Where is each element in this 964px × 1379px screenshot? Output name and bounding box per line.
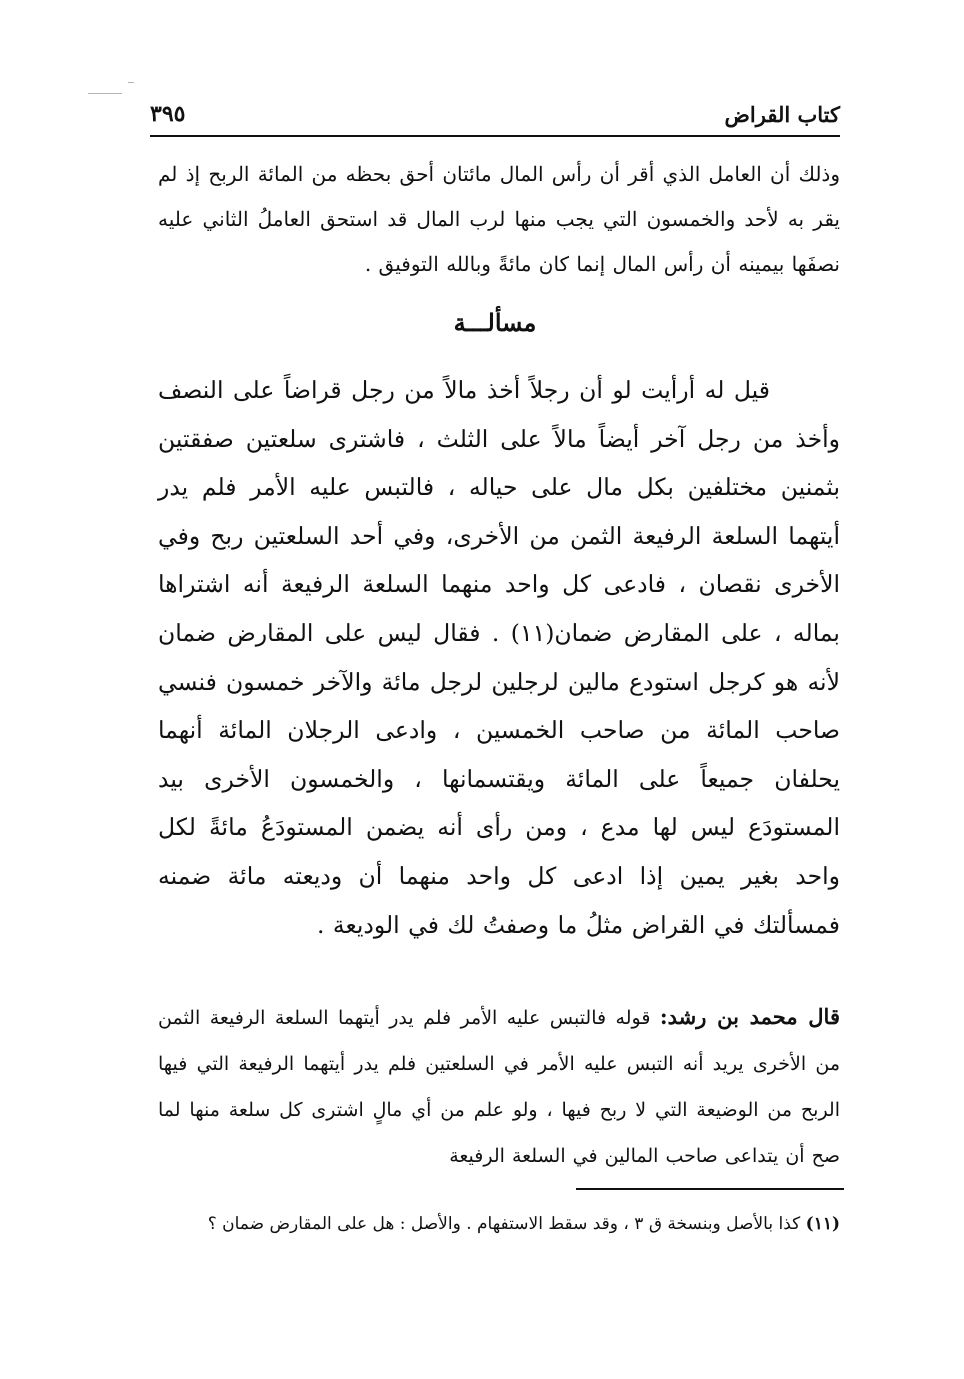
- running-title: كتاب القراض: [724, 101, 840, 127]
- page-number: ٣٩٥: [150, 101, 186, 127]
- question-text-part-2: . فقال ليس على المقارض ضمان لأنه هو كرجل استودع مالين لرجلين لرجل مائة والآخر خمسون فنسي صاحب المائة من صاحب الخمسين ، وادعى الرجلان المائة أنهما يحلفان جميعاً على المائة ويقتسمانها ، والخمسون الأخرى بيد المستودَع ليس لها مدع ، ومن رأى أنه يضمن المستودَعُ مائةً لكل واحد بغير يمين إذا ادعى كل واحد منهما أن وديعته مائة ضمنه فمسألتك في القراض مثلُ ما وصفتُ لك في الوديعة .: [158, 618, 840, 939]
- footnote-rule: [576, 1188, 844, 1190]
- commentary-speaker: قال محمد بن رشد:: [659, 1004, 840, 1029]
- section-heading: مسألـــة: [453, 308, 537, 337]
- footnote: [158, 1206, 840, 1242]
- intro-paragraph: وذلك أن العامل الذي أقر أن رأس المال مائتان أحق بحظه من المائة الربح إذ لم يقر به لأحد والخمسون التي يجب منها لرب المال قد استحق العاملُ الثاني عليه نصفَها بيمينه أن رأس المال إنما كان مائةً وبالله التوفيق .: [158, 162, 840, 276]
- footnote-number: (١١): [805, 1214, 840, 1234]
- question-text-part-1: قيل له أرأيت لو أن رجلاً أخذ مالاً من رجل قراضاً على النصف وأخذ من رجل آخر أيضاً مالاً على الثلث ، فاشترى سلعتين صفقتين بثمنين مختلفين بكل مال على حياله ، فالتبس عليه الأمر فلم يدر أيتهما السلعة الرفيعة الثمن من الأخرى، وفي أحد السلعتين ربح وفي الأخرى نقصان ، فادعى كل واحد منهما السلعة الرفيعة أنه اشتراها بماله ، على المقارض ضمان: [158, 376, 840, 647]
- commentary-text: قوله فالتبس عليه الأمر فلم يدر أيتهما السلعة الرفيعة الثمن من الأخرى يريد أنه التبس عليه الأمر في السلعتين فلم يدر أيتهما الرفيعة التي فيها الربح من الوضيعة التي لا ربح فيها ، ولو علم من أي مالٍ اشترى كل سلعة منها لما صح أن يتداعى صاحب المالين في السلعة الرفيعة: [158, 1007, 840, 1167]
- commentary-paragraph: [158, 994, 840, 1179]
- scan-speck: [128, 82, 134, 83]
- question-paragraph: [158, 366, 840, 949]
- scan-speck: [88, 93, 122, 94]
- running-header: [150, 96, 840, 132]
- footnote-reference: (١١): [510, 618, 555, 647]
- footnote-text: كذا بالأصل وبنسخة ق ٣ ، وقد سقط الاستفهام . والأصل : هل على المقارض ضمان ؟: [207, 1214, 806, 1234]
- header-rule: [150, 135, 840, 137]
